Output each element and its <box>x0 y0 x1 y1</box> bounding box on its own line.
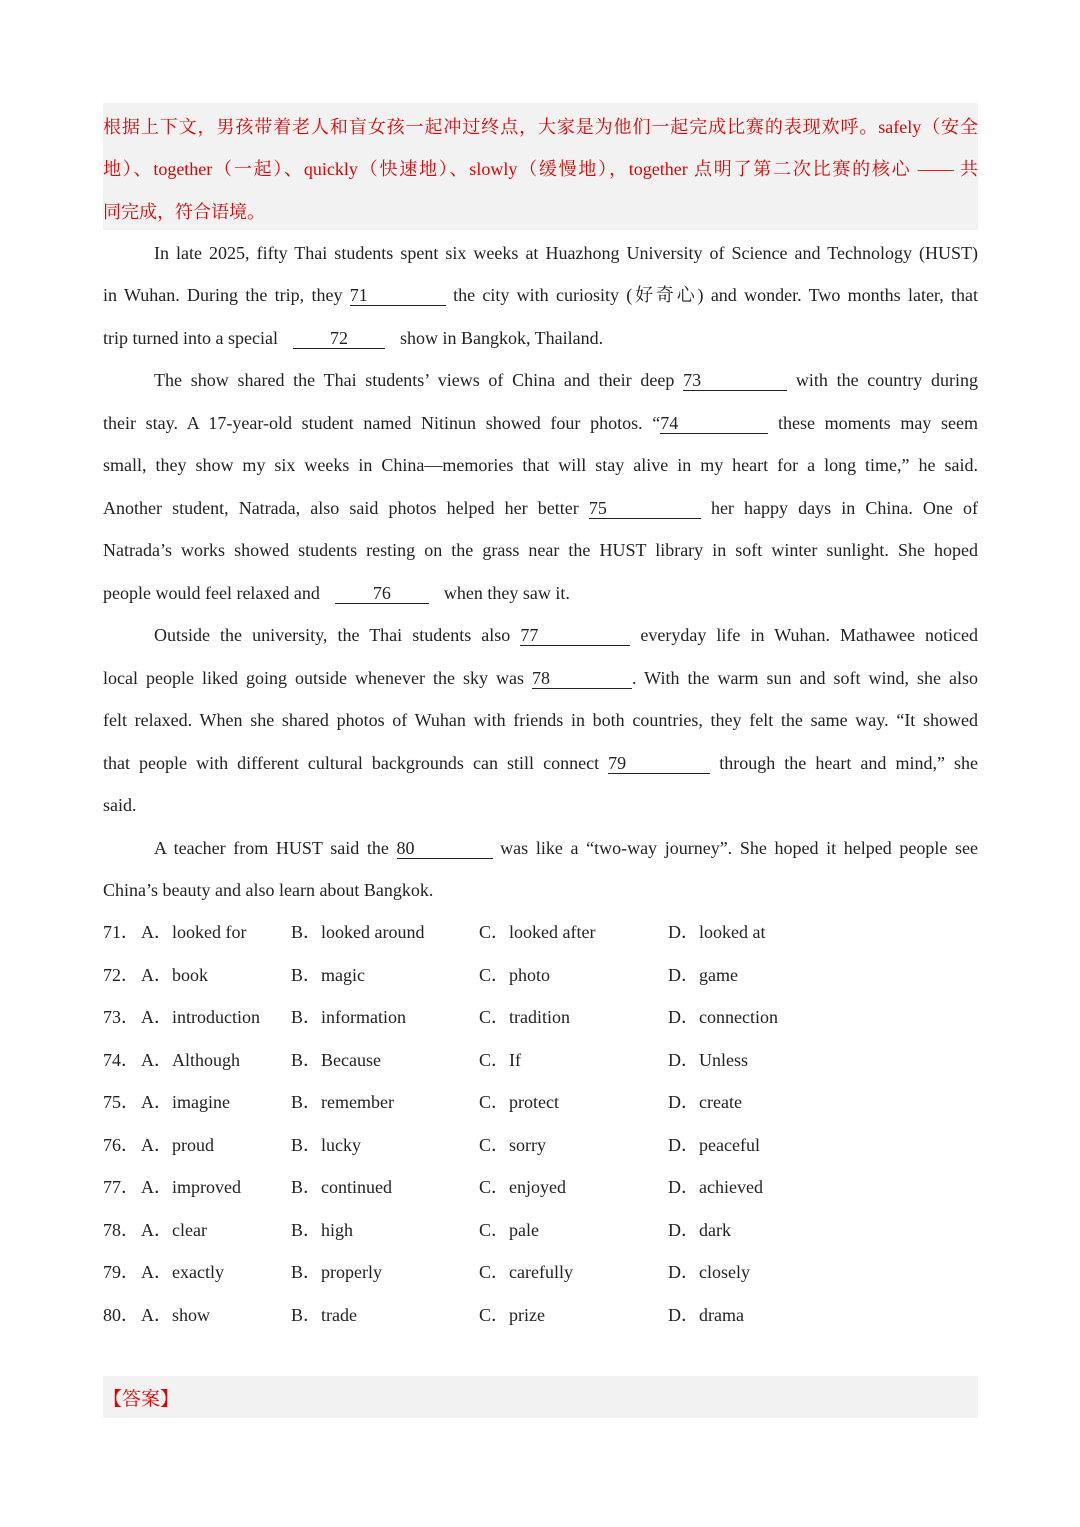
option-b: B．remember <box>291 1092 394 1112</box>
option-d: D．looked at <box>668 922 766 942</box>
option-c: C．sorry <box>479 1135 546 1155</box>
passage-line <box>103 665 978 691</box>
blank-76: 76 <box>335 583 429 604</box>
passage-text: the city with curiosity (好奇心) and wonder. Two months later, that <box>453 285 979 305</box>
explanation-line-3: 同完成，符合语境。 <box>103 202 265 222</box>
option-c: C．tradition <box>479 1007 570 1027</box>
question-number: 78． <box>103 1220 139 1240</box>
option-c: C．prize <box>479 1305 545 1325</box>
option-a: A．improved <box>141 1177 241 1197</box>
option-b: B．information <box>291 1007 406 1027</box>
blank-77: 77 <box>520 625 630 646</box>
question-number: 80． <box>103 1305 139 1325</box>
passage-text: in Wuhan. During the trip, they <box>103 285 343 305</box>
blank-80: 80 <box>397 838 493 859</box>
option-b: B．lucky <box>291 1135 361 1155</box>
passage-line <box>154 622 978 648</box>
question-number: 71． <box>103 922 139 942</box>
answer-box <box>103 1376 978 1418</box>
option-a: A．introduction <box>141 1007 260 1027</box>
option-a: A．show <box>141 1305 211 1325</box>
option-d: D．game <box>668 965 738 985</box>
passage-text: people would feel relaxed and <box>103 583 320 603</box>
option-b: B．properly <box>291 1262 382 1282</box>
passage-line <box>103 410 978 436</box>
blank-79: 79 <box>608 753 710 774</box>
passage-text: A teacher from HUST said the <box>154 838 389 858</box>
passage-line: China’s beauty and also learn about Bangkok. <box>103 880 434 900</box>
option-c: C．looked after <box>479 922 596 942</box>
option-d: D．drama <box>668 1305 744 1325</box>
passage-text: . With the warm sun and soft wind, she also <box>632 668 978 688</box>
option-c: C．photo <box>479 965 551 985</box>
passage-line <box>103 750 978 776</box>
passage-text: her happy days in China. One of <box>710 498 979 518</box>
option-d: D．dark <box>668 1220 731 1240</box>
passage-text: Another student, Natrada, also said photos helped her better <box>103 498 579 518</box>
option-b: B．continued <box>291 1177 392 1197</box>
option-c: C．enjoyed <box>479 1177 566 1197</box>
blank-72: 72 <box>293 328 385 349</box>
answer-label: 【答案】 <box>103 1389 180 1410</box>
question-number: 74． <box>103 1050 139 1070</box>
option-a: A．imagine <box>141 1092 230 1112</box>
passage-text: that people with different cultural backgrounds can still connect <box>103 753 600 773</box>
passage-text: through the heart and mind,” she <box>719 753 979 773</box>
question-number: 76． <box>103 1135 139 1155</box>
explanation-line-2: 地）、together（一起）、quickly（快速地）、slowly（缓慢地），together 点明了第二次比赛的核心 —— 共 <box>103 159 978 179</box>
passage-line: felt relaxed. When she shared photos of Wuhan with friends in both countries, they felt the same way. “It showed <box>103 710 978 730</box>
option-a: A．Although <box>141 1050 240 1070</box>
passage-text: local people liked going outside whenever the sky was <box>103 668 524 688</box>
option-a: A．looked for <box>141 922 247 942</box>
passage-text: with the country during <box>795 370 979 390</box>
question-number: 75． <box>103 1092 139 1112</box>
passage-line <box>103 325 978 351</box>
option-d: D．connection <box>668 1007 778 1027</box>
passage-line: Natrada’s works showed students resting on the grass near the HUST library in soft winter sunlight. She hoped <box>103 540 978 560</box>
passage-line: small, they show my six weeks in China—memories that will stay alive in my heart for a long time,” he said. <box>103 455 978 475</box>
option-d: D．closely <box>668 1262 750 1282</box>
blank-74: 74 <box>660 413 768 434</box>
option-b: B．looked around <box>291 922 425 942</box>
passage-line <box>103 282 978 308</box>
question-number: 72． <box>103 965 139 985</box>
option-a: A．book <box>141 965 208 985</box>
passage-line <box>154 367 978 393</box>
option-d: D．achieved <box>668 1177 763 1197</box>
passage-text: these moments may seem <box>777 413 979 433</box>
option-d: D．Unless <box>668 1050 748 1070</box>
blank-78: 78 <box>532 668 632 689</box>
question-number: 73． <box>103 1007 139 1027</box>
passage-text: when they saw it. <box>443 583 570 603</box>
passage-line <box>154 835 978 861</box>
passage-line: In late 2025, fifty Thai students spent six weeks at Huazhong University of Science and Technology (HUST) <box>154 243 978 263</box>
option-a: A．proud <box>141 1135 214 1155</box>
option-b: B．magic <box>291 965 365 985</box>
option-c: C．If <box>479 1050 521 1070</box>
option-b: B．trade <box>291 1305 357 1325</box>
option-a: A．exactly <box>141 1262 224 1282</box>
passage-text: was like a “two-way journey”. She hoped it helped people see <box>500 838 979 858</box>
passage-text: their stay. A 17-year-old student named Nitinun showed four photos. “ <box>103 413 661 433</box>
option-c: C．carefully <box>479 1262 573 1282</box>
explanation-box <box>103 103 978 230</box>
option-a: A．clear <box>141 1220 207 1240</box>
passage-line <box>103 495 978 521</box>
explanation-line-1: 根据上下文，男孩带着老人和盲女孩一起冲过终点，大家是为他们一起完成比赛的表现欢呼。safely（安全 <box>103 117 978 137</box>
option-b: B．high <box>291 1220 354 1240</box>
passage-line: said. <box>103 795 137 815</box>
option-c: C．protect <box>479 1092 559 1112</box>
option-b: B．Because <box>291 1050 381 1070</box>
passage-text: everyday life in Wuhan. Mathawee noticed <box>640 625 978 645</box>
passage-text: show in Bangkok, Thailand. <box>399 328 604 348</box>
blank-71: 71 <box>350 285 446 306</box>
passage-text: The show shared the Thai students’ views of China and their deep <box>154 370 675 390</box>
option-c: C．pale <box>479 1220 539 1240</box>
passage-text: trip turned into a special <box>103 328 278 348</box>
question-number: 77． <box>103 1177 139 1197</box>
blank-75: 75 <box>589 498 701 519</box>
option-d: D．peaceful <box>668 1135 760 1155</box>
option-d: D．create <box>668 1092 742 1112</box>
passage-text: Outside the university, the Thai students also <box>154 625 511 645</box>
passage-line <box>103 580 978 606</box>
blank-73: 73 <box>683 370 787 391</box>
question-number: 79． <box>103 1262 139 1282</box>
